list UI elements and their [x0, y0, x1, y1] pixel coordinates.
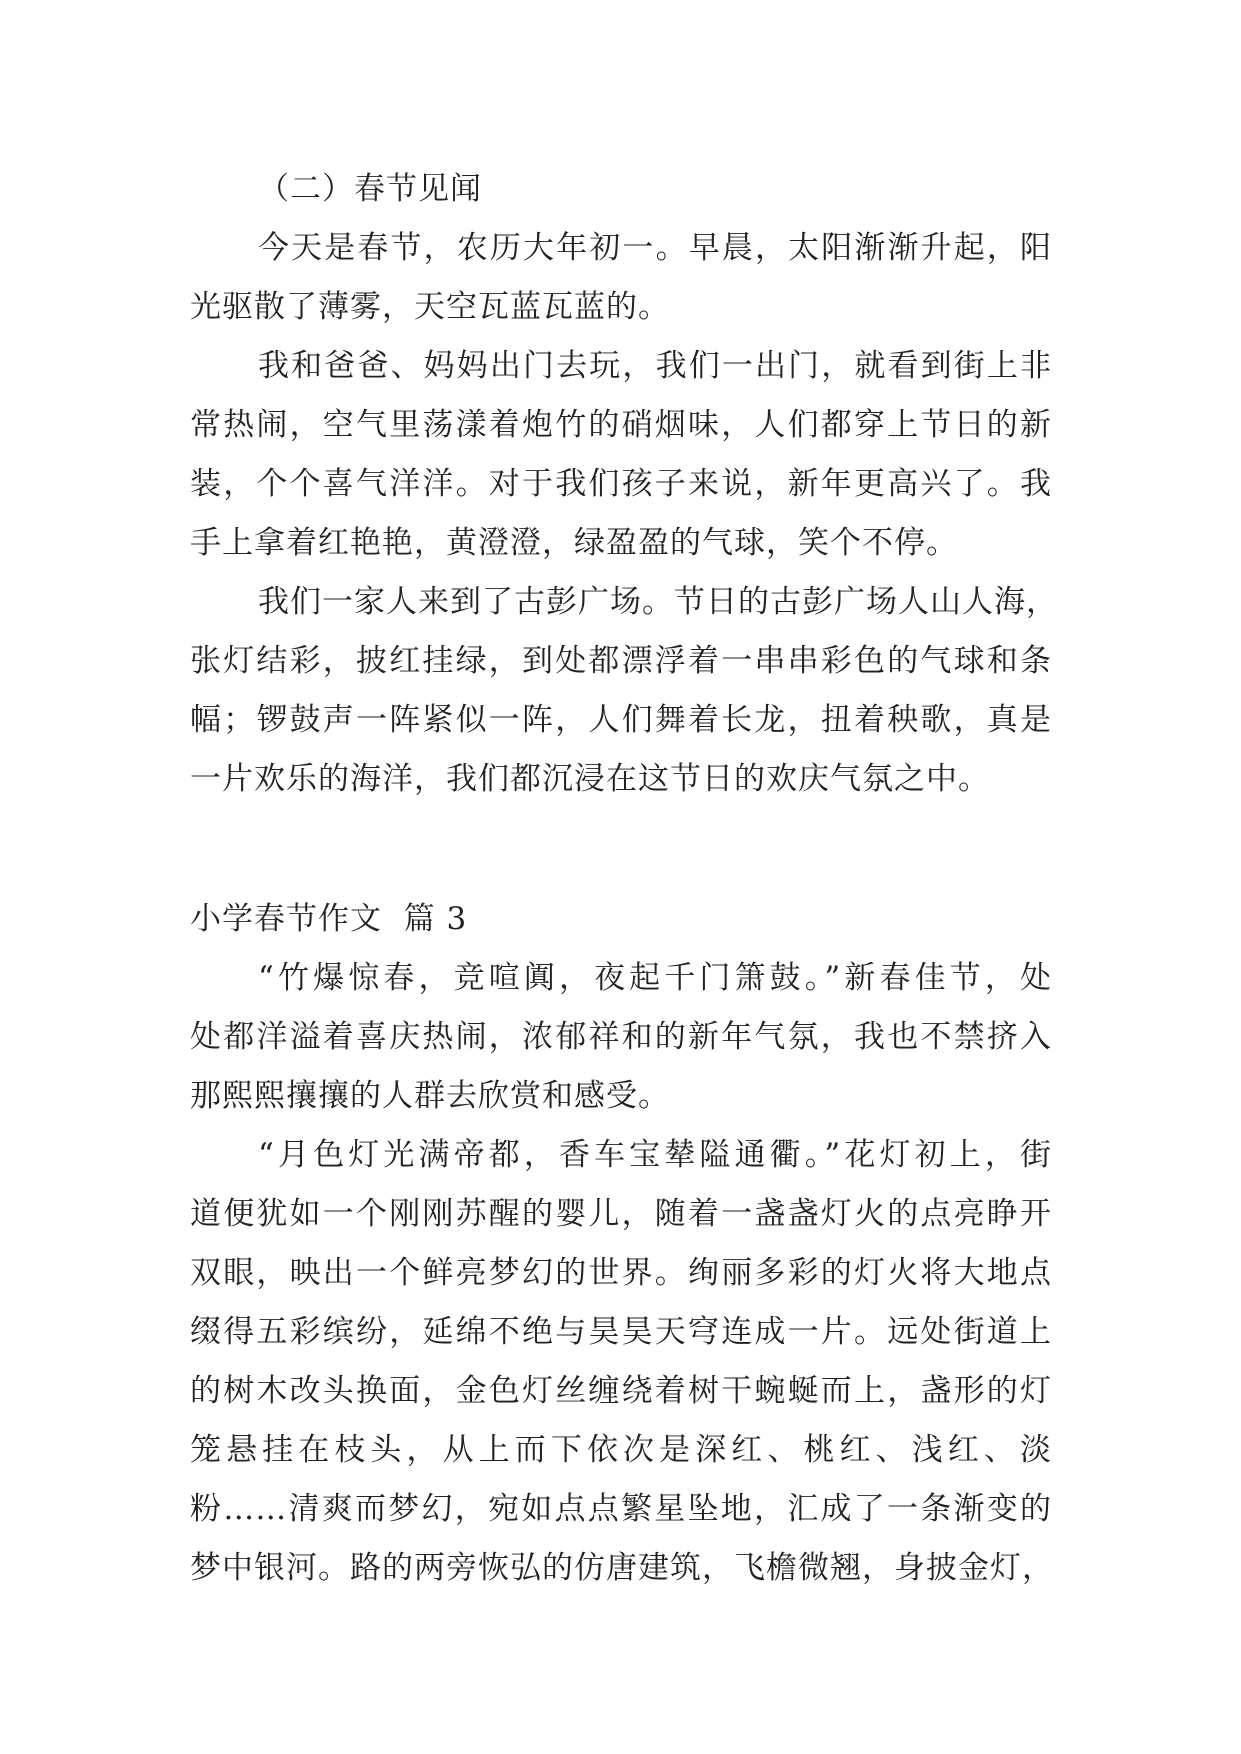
paragraph-line: 的树木改头换面，金色灯丝缠绕着树干蜿蜒而上，盏形的灯: [190, 1373, 1052, 1409]
paragraph-line: “竹爆惊春，竞喧阗，夜起千门箫鼓。”新春佳节，处: [258, 960, 1052, 996]
article-title: 小学春节作文 篇 3: [190, 901, 468, 937]
paragraph-line: 幅；锣鼓声一阵紧似一阵，人们舞着长龙，扭着秧歌，真是: [190, 702, 1052, 738]
paragraph-line: 今天是春节，农历大年初一。早晨，太阳渐渐升起，阳: [258, 230, 1052, 266]
section-heading: （二）春节见闻: [258, 171, 482, 207]
paragraph-line: 那熙熙攘攘的人群去欣赏和感受。: [190, 1078, 670, 1114]
article-paragraph-1: [190, 949, 1052, 1126]
document-body: [190, 160, 1058, 1598]
section-paragraph-3: [190, 573, 1058, 809]
paragraph-line: “月色灯光满帝都，香车宝辇隘通衢。”花灯初上，街: [258, 1137, 1052, 1173]
paragraph-line: 手上拿着红艳艳，黄澄澄，绿盈盈的气球，笑个不停。: [190, 525, 958, 561]
section-paragraph-2: [190, 337, 1052, 573]
paragraph-line: 我和爸爸、妈妈出门去玩，我们一出门，就看到街上非: [258, 348, 1052, 384]
paragraph-line: 光驱散了薄雾，天空瓦蓝瓦蓝的。: [190, 289, 670, 325]
paragraph-line: 我们一家人来到了古彭广场。节日的古彭广场人山人海，: [258, 584, 1058, 620]
paragraph-line: 处都洋溢着喜庆热闹，浓郁祥和的新年气氛，我也不禁挤入: [190, 1019, 1052, 1055]
paragraph-line: 粉……清爽而梦幻，宛如点点繁星坠地，汇成了一条渐变的: [190, 1491, 1052, 1527]
paragraph-line: 道便犹如一个刚刚苏醒的婴儿，随着一盏盏灯火的点亮睁开: [190, 1196, 1052, 1232]
paragraph-line: 笼悬挂在枝头，从上而下依次是深红、桃红、浅红、淡: [190, 1432, 1052, 1468]
paragraph-line: 缀得五彩缤纷，延绵不绝与昊昊天穹连成一片。远处街道上: [190, 1314, 1052, 1350]
paragraph-line: 双眼，映出一个鲜亮梦幻的世界。绚丽多彩的灯火将大地点: [190, 1255, 1052, 1291]
section-spacer: [190, 809, 1052, 890]
paragraph-line: 装，个个喜气洋洋。对于我们孩子来说，新年更高兴了。我: [190, 466, 1052, 502]
paragraph-line: 梦中银河。路的两旁恢弘的仿唐建筑，飞檐微翘，身披金灯，: [190, 1550, 1054, 1586]
paragraph-line: 一片欢乐的海洋，我们都沉浸在这节日的欢庆气氛之中。: [190, 761, 990, 797]
article-paragraph-2: [190, 1126, 1052, 1598]
paragraph-line: 常热闹，空气里荡漾着炮竹的硝烟味，人们都穿上节日的新: [190, 407, 1052, 443]
paragraph-line: 张灯结彩，披红挂绿，到处都漂浮着一串串彩色的气球和条: [190, 643, 1052, 679]
section-paragraph-1: [190, 219, 1052, 337]
